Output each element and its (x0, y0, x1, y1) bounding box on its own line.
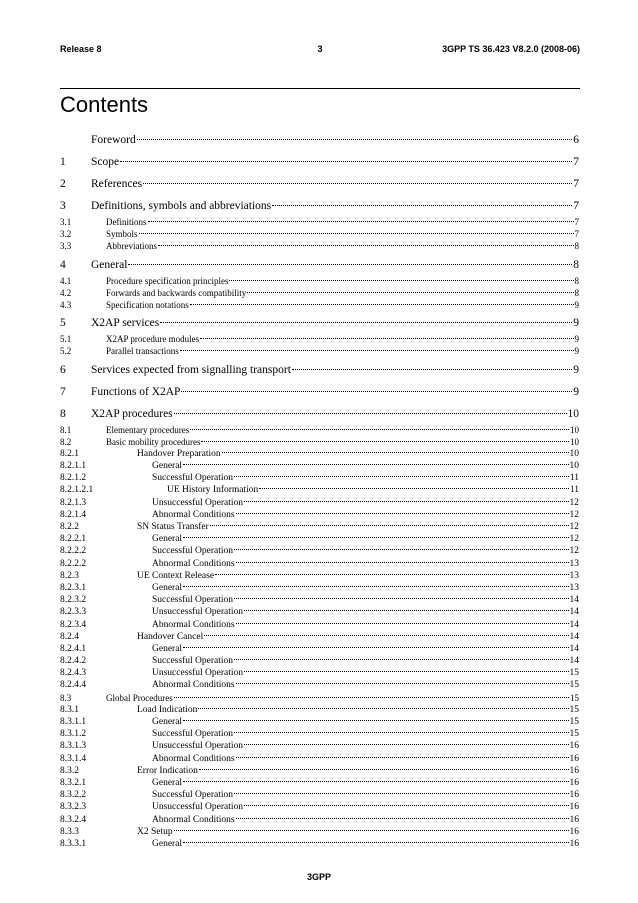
toc-entry-title: SN Status Transfer (137, 522, 209, 532)
toc-leader-dots (234, 598, 569, 599)
toc-entry[interactable] (60, 619, 579, 631)
toc-entry-title: Definitions (106, 217, 147, 227)
toc-entry-page: 7 (573, 156, 579, 168)
toc-leader-dots (143, 183, 572, 184)
toc-entry-number: 8.3.1.3 (60, 741, 87, 752)
toc-entry-title: General (152, 777, 183, 788)
toc-leader-dots (244, 744, 568, 745)
toc-entry[interactable] (60, 704, 579, 716)
toc-entry-title: Successful Operation (152, 546, 233, 557)
toc-entry-page: 16 (569, 765, 579, 776)
toc-entry-page: 16 (569, 802, 579, 813)
toc-entry[interactable] (60, 131, 579, 150)
toc-entry-page: 14 (569, 595, 579, 606)
toc-entry-number: 6 (60, 363, 66, 376)
toc-leader-dots (183, 464, 568, 465)
toc-entry-page: 16 (569, 777, 579, 788)
toc-entry[interactable] (60, 765, 579, 777)
toc-entry[interactable] (60, 533, 579, 545)
toc-entry-number: 3.1 (60, 217, 72, 227)
toc-entry-page: 15 (569, 680, 579, 691)
toc-entry-page: 12 (569, 497, 579, 508)
toc-entry-title: General (91, 258, 128, 271)
toc-entry-title: UE Context Release (137, 570, 215, 581)
toc-entry-number: 8.2.3.3 (60, 607, 87, 618)
toc-leader-dots (204, 635, 568, 636)
toc-entry-title: General (152, 461, 183, 472)
toc-entry-number: 8.3 (60, 692, 72, 703)
toc-entry-title: X2AP procedures (91, 407, 173, 420)
toc-entry-title: General (152, 582, 183, 593)
toc-leader-dots (183, 781, 568, 782)
toc-entry-page: 10 (570, 436, 579, 447)
toc-leader-dots (244, 805, 568, 806)
toc-entry-page: 7 (574, 229, 579, 240)
toc-leader-dots (198, 708, 568, 709)
toc-entry-title: Unsuccessful Operation (152, 607, 244, 618)
toc-entry[interactable] (60, 448, 579, 460)
toc-entry-page: 9 (573, 317, 579, 330)
toc-leader-dots (272, 205, 572, 206)
toc-entry[interactable] (60, 643, 579, 655)
toc-leader-dots (210, 525, 569, 526)
toc-entry[interactable] (60, 175, 579, 194)
table-of-contents (60, 131, 579, 850)
toc-entry-title: Forwards and backwards compatibility (106, 287, 247, 298)
toc-leader-dots (234, 793, 569, 794)
toc-entry-number: 8.2 (60, 436, 72, 447)
toc-entry-page: 16 (569, 814, 579, 825)
toc-entry-number: 8.3.2.3 (60, 802, 87, 813)
toc-entry-number: 8.2.4.4 (60, 680, 87, 691)
toc-entry[interactable] (60, 814, 579, 826)
toc-entry-title: Basic mobility procedures (106, 436, 201, 447)
toc-entry-page: 15 (569, 717, 579, 727)
toc-leader-dots (234, 659, 569, 660)
toc-entry-number: 8.2.1.2.1 (60, 485, 94, 496)
toc-entry-number: 4.1 (60, 275, 72, 286)
toc-entry[interactable] (60, 692, 579, 704)
toc-entry-page: 14 (569, 607, 579, 618)
toc-entry-title: Definitions, symbols and abbreviations (91, 200, 272, 212)
toc-leader-dots (222, 452, 569, 453)
toc-entry-title: Functions of X2AP (91, 385, 181, 398)
toc-entry-number: 8.3.3 (60, 826, 79, 837)
toc-entry-number: 8.3.3.1 (60, 838, 87, 849)
toc-entry[interactable] (60, 497, 579, 509)
toc-leader-dots (244, 671, 568, 672)
toc-entry-number: 2 (60, 178, 66, 190)
toc-entry-title: Successful Operation (152, 790, 233, 801)
toc-entry[interactable] (60, 838, 579, 850)
toc-entry[interactable] (60, 460, 579, 472)
page-header (60, 44, 580, 58)
toc-entry[interactable] (60, 299, 579, 311)
spec-id: 3GPP TS 36.423 V8.2.0 (2008-06) (442, 44, 580, 54)
toc-entry[interactable] (60, 436, 579, 448)
toc-entry-page: 16 (569, 741, 579, 752)
toc-entry[interactable] (60, 679, 579, 691)
toc-leader-dots (183, 586, 568, 587)
toc-leader-dots (120, 161, 572, 162)
toc-leader-dots (234, 549, 569, 550)
toc-entry-title: Abbreviations (106, 241, 157, 252)
toc-entry-page: 12 (569, 509, 579, 520)
toc-entry-title: Load Indication (137, 704, 198, 715)
toc-entry-title: X2AP procedure modules (106, 334, 200, 345)
toc-entry[interactable] (60, 275, 579, 287)
header-rule (60, 88, 580, 89)
toc-leader-dots (247, 292, 573, 293)
toc-leader-dots (158, 245, 574, 246)
toc-entry[interactable] (60, 345, 579, 357)
toc-leader-dots (244, 610, 568, 611)
toc-entry[interactable] (60, 545, 579, 557)
toc-leader-dots (183, 720, 568, 721)
toc-entry-number: 8.2.1.3 (60, 497, 87, 508)
toc-leader-dots (236, 513, 569, 514)
toc-leader-dots (128, 264, 572, 265)
toc-leader-dots (199, 769, 569, 770)
toc-leader-dots (259, 488, 569, 489)
toc-entry[interactable] (60, 240, 579, 252)
toc-entry-number: 5 (60, 317, 66, 330)
toc-entry[interactable] (60, 570, 579, 582)
toc-entry-number: 8.2.2.2 (60, 546, 87, 557)
toc-entry-title: Services expected from signalling transport (91, 363, 291, 376)
toc-entry[interactable] (60, 789, 579, 801)
toc-entry-number: 8.3.2.4 (60, 814, 87, 825)
toc-entry[interactable] (60, 333, 579, 345)
page-number: 3 (317, 44, 323, 54)
toc-entry-page: 7 (573, 200, 579, 212)
toc-entry-number: 1 (60, 156, 66, 168)
toc-entry-number: 3.2 (60, 229, 72, 240)
toc-entry-page: 9 (574, 334, 579, 345)
toc-entry-number: 8.2.4.1 (60, 643, 87, 654)
toc-entry-title: Abnormal Conditions (152, 619, 235, 630)
toc-entry-number: 8.2.1.1 (60, 461, 87, 472)
toc-entry-number: 8.2.1 (60, 448, 79, 459)
toc-leader-dots (174, 413, 567, 414)
toc-entry-page: 13 (569, 558, 579, 569)
toc-entry-title: Handover Preparation (137, 448, 221, 459)
toc-leader-dots (236, 757, 569, 758)
toc-leader-dots (236, 623, 569, 624)
toc-entry-title: Abnormal Conditions (152, 509, 235, 520)
toc-entry-title: General (152, 534, 183, 545)
toc-entry[interactable] (60, 424, 579, 436)
toc-entry-title: Successful Operation (152, 595, 233, 606)
toc-entry-page: 12 (569, 522, 579, 532)
toc-entry-page: 15 (570, 692, 579, 703)
toc-entry-page: 16 (569, 826, 579, 837)
toc-entry-title: Procedure specification principles (106, 275, 229, 286)
toc-entry-title: Scope (91, 156, 120, 168)
toc-entry-number: 8.2.4.3 (60, 668, 87, 679)
toc-entry-number: 8.2.2 (60, 522, 79, 532)
toc-entry-title: Abnormal Conditions (152, 753, 235, 764)
toc-entry[interactable] (60, 716, 579, 728)
toc-entry-title: Successful Operation (152, 656, 233, 667)
toc-entry-page: 10 (569, 448, 579, 459)
toc-entry-page: 16 (569, 838, 579, 849)
toc-entry-title: X2 Setup (137, 826, 173, 837)
toc-leader-dots (183, 842, 568, 843)
toc-entry-title: General (152, 838, 183, 849)
toc-entry-title: Foreword (91, 134, 136, 146)
toc-entry-title: Unsuccessful Operation (152, 668, 244, 679)
toc-entry-number: 8.3.1 (60, 704, 79, 715)
toc-leader-dots (139, 233, 574, 234)
toc-leader-dots (234, 732, 569, 733)
toc-leader-dots (190, 304, 574, 305)
toc-entry[interactable] (60, 484, 579, 496)
toc-entry[interactable] (60, 216, 579, 228)
toc-leader-dots (229, 280, 573, 281)
toc-entry[interactable] (60, 606, 579, 618)
toc-entry-number: 5.1 (60, 334, 72, 345)
toc-entry-title: References (91, 178, 143, 190)
toc-entry-title: General (152, 717, 183, 727)
toc-leader-dots (174, 697, 569, 698)
toc-entry-page: 15 (569, 704, 579, 715)
toc-entry-number: 3.3 (60, 241, 72, 252)
toc-entry[interactable] (60, 228, 579, 240)
toc-entry-title: Error Indication (137, 765, 198, 776)
toc-entry[interactable] (60, 777, 579, 789)
toc-leader-dots (236, 818, 569, 819)
toc-entry-page: 13 (569, 570, 579, 581)
toc-entry-title: X2AP services (91, 317, 160, 330)
toc-entry-page: 14 (569, 619, 579, 630)
toc-entry-title: Unsuccessful Operation (152, 741, 244, 752)
toc-leader-dots (190, 429, 569, 430)
toc-entry-number: 8.3.2.2 (60, 790, 87, 801)
toc-entry[interactable] (60, 753, 579, 765)
toc-entry[interactable] (60, 287, 579, 299)
toc-entry[interactable] (60, 631, 579, 643)
toc-entry-number: 8.3.2.1 (60, 777, 87, 788)
toc-leader-dots (200, 338, 573, 339)
toc-entry[interactable] (60, 594, 579, 606)
toc-entry[interactable] (60, 521, 579, 533)
page-footer: 3GPP (306, 872, 331, 882)
toc-leader-dots (174, 830, 569, 831)
toc-leader-dots (181, 391, 572, 392)
toc-entry-number: 8.2.1.2 (60, 473, 87, 484)
toc-entry-page: 12 (569, 546, 579, 557)
toc-entry-page: 7 (573, 178, 579, 190)
toc-entry[interactable] (60, 740, 579, 752)
toc-entry-page: 16 (569, 753, 579, 764)
toc-entry-number: 3 (60, 200, 66, 212)
toc-entry-number: 8.2.3.4 (60, 619, 87, 630)
toc-entry-number: 8.2.4 (60, 631, 79, 642)
toc-entry-number: 8.2.3.2 (60, 595, 87, 606)
toc-entry-number: 8.1 (60, 424, 72, 435)
toc-entry-page: 6 (573, 134, 579, 146)
toc-entry-number: 8.2.2.1 (60, 534, 87, 545)
toc-entry-number: 5.2 (60, 346, 72, 357)
toc-entry-title: Specification notations (106, 299, 189, 310)
toc-leader-dots (183, 537, 568, 538)
toc-entry-page: 13 (569, 582, 579, 593)
toc-entry-page: 8 (574, 241, 579, 252)
toc-entry-page: 14 (569, 656, 579, 667)
toc-entry[interactable] (60, 509, 579, 521)
toc-entry[interactable] (60, 153, 579, 172)
toc-entry[interactable] (60, 472, 579, 484)
toc-entry-title: Abnormal Conditions (152, 558, 235, 569)
toc-entry[interactable] (60, 728, 579, 740)
toc-entry-page: 15 (569, 668, 579, 679)
toc-entry-page: 11 (569, 485, 579, 496)
toc-entry[interactable] (60, 405, 579, 424)
toc-entry-number: 4 (60, 258, 66, 271)
toc-entry-page: 9 (574, 299, 579, 310)
page-title: Contents (60, 92, 149, 117)
toc-entry-page: 14 (569, 631, 579, 642)
toc-entry-page: 11 (569, 473, 579, 484)
toc-leader-dots (236, 562, 569, 563)
toc-entry-number: 4.2 (60, 287, 72, 298)
toc-entry-title: Handover Cancel (137, 631, 204, 642)
toc-leader-dots (148, 221, 574, 222)
toc-entry-page: 15 (569, 729, 579, 740)
toc-entry-title: Symbols (106, 229, 138, 240)
toc-entry[interactable] (60, 655, 579, 667)
toc-entry-number: 4.3 (60, 299, 72, 310)
toc-entry-number: 8.2.3.1 (60, 582, 87, 593)
toc-leader-dots (160, 322, 572, 323)
toc-entry-title: UE History Information (167, 485, 259, 496)
toc-entry-page: 10 (567, 407, 579, 420)
toc-entry-number: 8.2.4.2 (60, 656, 87, 667)
toc-entry[interactable] (60, 361, 579, 380)
toc-entry-number: 8.2.1.4 (60, 509, 87, 520)
toc-entry-number: 8.3.1.1 (60, 717, 87, 727)
toc-entry-title: Unsuccessful Operation (152, 497, 244, 508)
toc-entry-page: 8 (574, 287, 579, 298)
toc-entry[interactable] (60, 667, 579, 679)
toc-entry-page: 9 (573, 363, 579, 376)
toc-leader-dots (137, 139, 573, 140)
release-label: Release 8 (60, 44, 102, 54)
toc-entry-title: Global Procedures (106, 692, 173, 703)
toc-entry[interactable] (60, 582, 579, 594)
toc-leader-dots (234, 476, 569, 477)
toc-entry-number: 8.3.2 (60, 765, 79, 776)
toc-entry-title: General (152, 643, 183, 654)
toc-entry-page: 16 (569, 790, 579, 801)
toc-entry-number: 8.3.1.4 (60, 753, 87, 764)
toc-entry-title: Elementary procedures (106, 424, 190, 435)
toc-entry[interactable] (60, 383, 579, 402)
toc-leader-dots (292, 369, 572, 370)
toc-entry-title: Successful Operation (152, 729, 233, 740)
toc-entry-title: Successful Operation (152, 473, 233, 484)
toc-leader-dots (201, 441, 569, 442)
toc-entry-page: 7 (574, 217, 579, 227)
toc-entry-page: 12 (569, 534, 579, 545)
toc-entry-page: 8 (574, 275, 579, 286)
toc-entry-page: 10 (569, 461, 579, 472)
toc-entry-number: 8.2.2.2 (60, 558, 87, 569)
toc-entry[interactable] (60, 314, 579, 333)
toc-entry[interactable] (60, 558, 579, 570)
toc-entry-page: 10 (570, 424, 579, 435)
toc-entry[interactable] (60, 801, 579, 813)
toc-entry-number: 8.2.3 (60, 570, 79, 581)
toc-entry-number: 8 (60, 407, 66, 420)
toc-entry-page: 14 (569, 643, 579, 654)
toc-leader-dots (180, 350, 574, 351)
toc-leader-dots (236, 683, 569, 684)
toc-leader-dots (215, 574, 568, 575)
toc-entry-page: 8 (573, 258, 579, 271)
toc-entry-title: Abnormal Conditions (152, 814, 235, 825)
toc-entry-page: 9 (573, 385, 579, 398)
toc-entry[interactable] (60, 256, 579, 275)
toc-entry-title: Parallel transactions (106, 346, 179, 357)
toc-entry-number: 8.3.1.2 (60, 729, 87, 740)
toc-entry[interactable] (60, 197, 579, 216)
toc-entry-title: Unsuccessful Operation (152, 802, 244, 813)
toc-entry-title: Abnormal Conditions (152, 680, 235, 691)
toc-leader-dots (183, 647, 568, 648)
toc-entry-number: 7 (60, 385, 66, 398)
toc-entry-page: 9 (574, 346, 579, 357)
toc-leader-dots (244, 501, 568, 502)
toc-entry[interactable] (60, 826, 579, 838)
